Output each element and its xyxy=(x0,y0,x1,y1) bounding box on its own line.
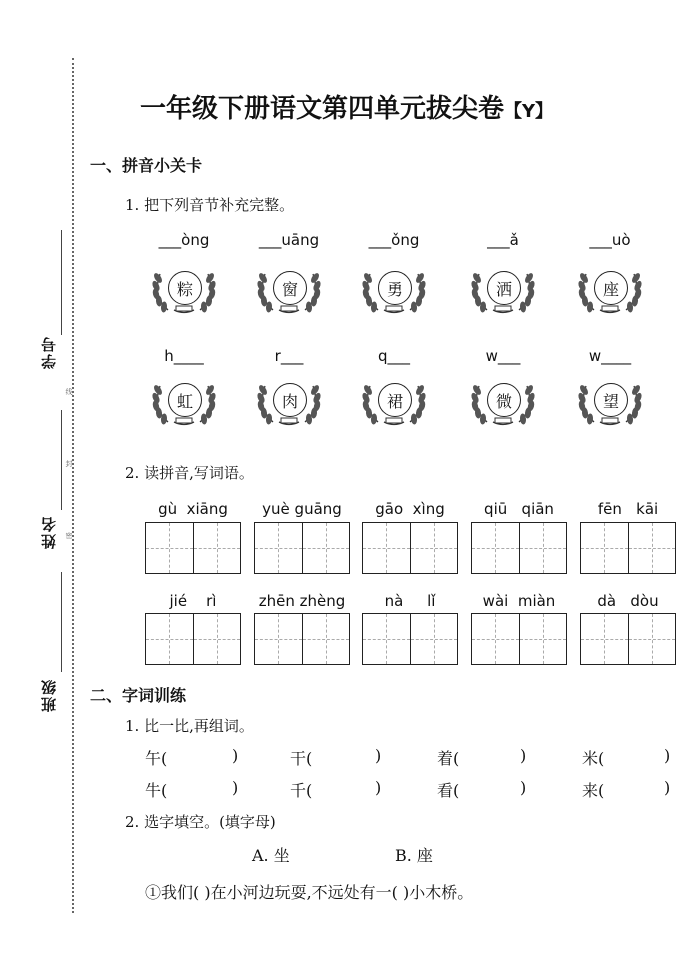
compare-2-8: ) xyxy=(664,778,671,797)
row2-char-3: 裙 xyxy=(378,383,412,417)
grid-cell[interactable] xyxy=(193,523,241,573)
word-pinyin-1-3: gāo xìng xyxy=(375,500,445,518)
student-id-line xyxy=(61,230,62,335)
row1-wreath-2 xyxy=(255,266,323,316)
grid-cell[interactable] xyxy=(519,614,567,664)
writing-grid-1-4[interactable] xyxy=(471,522,567,574)
word-pinyin-1-5: fēn kāi xyxy=(597,500,659,518)
title-tag: 【Y】 xyxy=(503,101,554,122)
compare-1-5: 着( xyxy=(437,749,460,768)
row1-wreath-4 xyxy=(469,266,537,316)
section2-q2: 2. 选字填空。(填字母) xyxy=(125,813,276,831)
compare-2-6: ) xyxy=(520,778,527,797)
writing-grid-2-2[interactable] xyxy=(254,613,350,665)
section2-heading: 二、字词训练 xyxy=(90,686,187,705)
grid-cell[interactable] xyxy=(410,614,458,664)
compare-1-4: ) xyxy=(375,746,382,765)
compare-2-4: ) xyxy=(375,778,382,797)
student-id-label: 学号 xyxy=(40,335,58,369)
row1-wreath-5 xyxy=(576,266,644,316)
grid-cell[interactable] xyxy=(302,523,350,573)
margin-tiny-1: 线 xyxy=(65,388,73,395)
row2-pinyin-5: w____ xyxy=(588,347,632,365)
row2-pinyin-3: q___ xyxy=(377,347,411,365)
writing-grid-1-5[interactable] xyxy=(580,522,676,574)
word-pinyin-2-5: dà dòu xyxy=(597,592,659,610)
row2-wreath-1 xyxy=(150,378,218,428)
grid-cell[interactable] xyxy=(581,523,628,573)
word-pinyin-1-2: yuè guāng xyxy=(262,500,342,518)
row1-pinyin-3: ___ǒng xyxy=(368,231,420,249)
compare-2-1: 牛( xyxy=(145,781,168,800)
section1-q2: 2. 读拼音,写词语。 xyxy=(125,464,254,482)
row1-wreath-3 xyxy=(360,266,428,316)
writing-grid-2-1[interactable] xyxy=(145,613,241,665)
word-pinyin-2-1: jié rì xyxy=(169,592,217,610)
row2-char-4: 微 xyxy=(487,383,521,417)
option-a: A. 坐 xyxy=(252,846,290,865)
row1-char-5: 座 xyxy=(594,271,628,305)
word-pinyin-2-3: nà lǐ xyxy=(384,592,436,610)
compare-1-3: 干( xyxy=(290,749,313,768)
compare-1-1: 午( xyxy=(145,749,168,768)
row1-wreath-1 xyxy=(150,266,218,316)
compare-1-6: ) xyxy=(520,746,527,765)
grid-cell[interactable] xyxy=(302,614,350,664)
title-text: 一年级下册语文第四单元拔尖卷 xyxy=(139,94,504,124)
writing-grid-2-4[interactable] xyxy=(471,613,567,665)
row2-pinyin-2: r___ xyxy=(274,347,304,365)
writing-grid-2-3[interactable] xyxy=(362,613,458,665)
grid-cell[interactable] xyxy=(472,523,519,573)
writing-grid-1-3[interactable] xyxy=(362,522,458,574)
grid-cell[interactable] xyxy=(363,523,410,573)
row1-char-3: 勇 xyxy=(378,271,412,305)
row2-pinyin-1: h____ xyxy=(164,347,204,365)
compare-1-7: 米( xyxy=(582,749,605,768)
row1-char-1: 粽 xyxy=(168,271,202,305)
compare-1-8: ) xyxy=(664,746,671,765)
writing-grid-1-2[interactable] xyxy=(254,522,350,574)
word-pinyin-2-2: zhēn zhèng xyxy=(258,592,346,610)
grid-cell[interactable] xyxy=(628,523,676,573)
compare-2-7: 来( xyxy=(582,781,605,800)
writing-grid-2-5[interactable] xyxy=(580,613,676,665)
name-label: 姓名 xyxy=(40,515,58,549)
page-title xyxy=(0,88,693,125)
row1-pinyin-1: ___òng xyxy=(158,231,210,249)
writing-grid-1-1[interactable] xyxy=(145,522,241,574)
word-pinyin-1-4: qiū qiān xyxy=(484,500,554,518)
grid-cell[interactable] xyxy=(255,523,302,573)
class-line xyxy=(61,572,62,672)
row1-pinyin-5: ___uò xyxy=(589,231,631,249)
row1-pinyin-2: ___uāng xyxy=(258,231,320,249)
grid-cell[interactable] xyxy=(146,523,193,573)
class-label: 班级 xyxy=(40,678,58,712)
grid-cell[interactable] xyxy=(581,614,628,664)
row2-char-1: 虹 xyxy=(168,383,202,417)
row2-wreath-4 xyxy=(469,378,537,428)
row2-wreath-5 xyxy=(576,378,644,428)
margin-tiny-3: 密 xyxy=(65,532,73,539)
option-b: B. 座 xyxy=(395,846,433,865)
row2-char-2: 肉 xyxy=(273,383,307,417)
grid-cell[interactable] xyxy=(193,614,241,664)
name-line xyxy=(61,410,62,510)
section1-heading: 一、拼音小关卡 xyxy=(90,156,203,175)
compare-2-3: 千( xyxy=(290,781,313,800)
section1-q1: 1. 把下列音节补充完整。 xyxy=(125,196,295,214)
row1-pinyin-4: ___ǎ xyxy=(487,231,519,249)
grid-cell[interactable] xyxy=(146,614,193,664)
row1-char-4: 洒 xyxy=(487,271,521,305)
row2-wreath-2 xyxy=(255,378,323,428)
sentence-1: ①我们( )在小河边玩耍,不远处有一( )小木桥。 xyxy=(145,883,474,902)
compare-2-2: ) xyxy=(232,778,239,797)
margin-tiny-2: 封 xyxy=(65,460,73,467)
grid-cell[interactable] xyxy=(519,523,567,573)
section2-q1: 1. 比一比,再组词。 xyxy=(125,717,254,735)
binding-dotted-line xyxy=(72,58,74,913)
row2-wreath-3 xyxy=(360,378,428,428)
word-pinyin-2-4: wài miàn xyxy=(482,592,556,610)
grid-cell[interactable] xyxy=(363,614,410,664)
row2-char-5: 望 xyxy=(594,383,628,417)
compare-2-5: 看( xyxy=(437,781,460,800)
grid-cell[interactable] xyxy=(472,614,519,664)
grid-cell[interactable] xyxy=(410,523,458,573)
row1-char-2: 窗 xyxy=(273,271,307,305)
compare-1-2: ) xyxy=(232,746,239,765)
row2-pinyin-4: w___ xyxy=(485,347,521,365)
grid-cell[interactable] xyxy=(255,614,302,664)
word-pinyin-1-1: gù xiāng xyxy=(158,500,228,518)
grid-cell[interactable] xyxy=(628,614,676,664)
